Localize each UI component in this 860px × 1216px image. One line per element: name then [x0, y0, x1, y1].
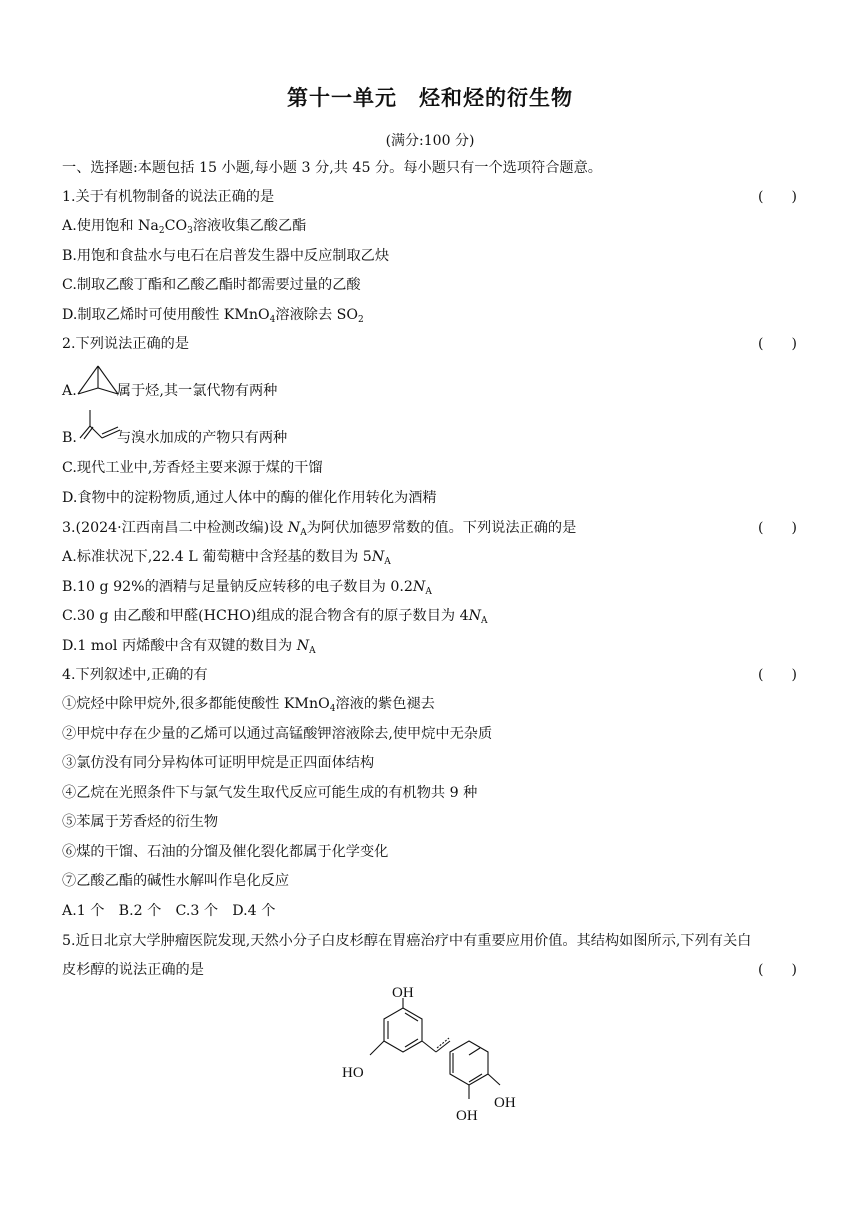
oh-top-label: OH — [392, 985, 414, 1001]
bicyclobutane-structure — [76, 364, 120, 398]
q2-option-b: B. 与溴水加成的产物只有两种 — [62, 430, 288, 446]
q3-option-a: A.标准状况下,22.4 L 葡萄糖中含羟基的数目为 $5N_A$ — [62, 549, 391, 567]
isoprene-structure — [78, 408, 122, 448]
q4-statement-4: ④乙烷在光照条件下与氯气发生取代反应可能生成的有机物共 9 种 — [62, 785, 478, 801]
q3-option-c: C.30 g 由乙酸和甲醛(HCHO)组成的混合物含有的原子数目为 $4N_A$ — [62, 608, 488, 626]
q3-option-b: B.10 g 92%的酒精与足量钠反应转移的电子数目为 $0.2N_A$ — [62, 579, 432, 597]
oh-left-label: HO — [342, 1065, 364, 1081]
q1-option-b: B.用饱和食盐水与电石在启普发生器中反应制取乙炔 — [62, 248, 390, 264]
q2-option-a: A. 属于烃,其一氯代物有两种 — [62, 383, 278, 399]
q2-option-c: C.现代工业中,芳香烃主要来源于煤的干馏 — [62, 460, 323, 476]
q4-statement-2: ②甲烷中存在少量的乙烯可以通过高锰酸钾溶液除去,使甲烷中无杂质 — [62, 726, 493, 742]
q5-stem-line-2: 皮杉醇的说法正确的是 — [62, 962, 204, 978]
q2-stem: 2.下列说法正确的是 — [62, 336, 190, 352]
q2-option-d: D.食物中的淀粉物质,通过人体中的酶的催化作用转化为酒精 — [62, 490, 437, 506]
q1-answer-blank: ( ) — [758, 189, 797, 205]
q4-statement-6: ⑥煤的干馏、石油的分馏及催化裂化都属于化学变化 — [62, 844, 389, 860]
q4-stem: 4.下列叙述中,正确的有 — [62, 667, 208, 683]
page-title: 第十一单元 烃和烃的衍生物 — [287, 85, 573, 110]
oh-right-label: OH — [494, 1095, 516, 1111]
q5-answer-blank: ( ) — [758, 962, 797, 978]
q5-stem-line-1: 5.近日北京大学肿瘤医院发现,天然小分子白皮杉醇在胃癌治疗中有重要应用价值。其结构如图所示,下列有关白 — [62, 933, 752, 949]
section-heading: 一、选择题:本题包括 15 小题,每小题 3 分,共 45 分。每小题只有一个选项符合题意。 — [62, 160, 602, 176]
q1-stem: 1.关于有机物制备的说法正确的是 — [62, 189, 275, 205]
q1-option-c: C.制取乙酸丁酯和乙酸乙酯时都需要过量的乙酸 — [62, 277, 361, 293]
q4-statement-5: ⑤苯属于芳香烃的衍生物 — [62, 814, 219, 830]
q2-answer-blank: ( ) — [758, 336, 797, 352]
q4-statement-7: ⑦乙酸乙酯的碱性水解叫作皂化反应 — [62, 873, 290, 889]
q4-options: A.1 个 B.2 个 C.3 个 D.4 个 — [62, 903, 276, 919]
full-score: (满分:100 分) — [385, 133, 475, 149]
q1-option-a: A.使用饱和 $Na_2CO_3$溶液收集乙酸乙酯 — [62, 218, 307, 236]
q4-statement-3: ③氯仿没有同分异构体可证明甲烷是正四面体结构 — [62, 755, 375, 771]
q3-answer-blank: ( ) — [758, 520, 797, 536]
q3-option-d: D.1 mol 丙烯酸中含有双键的数目为 $N_A$ — [62, 638, 316, 656]
q1-option-d: D.制取乙烯时可使用酸性 KMnO$_4$溶液除去 $SO_2$ — [62, 307, 364, 325]
q4-answer-blank: ( ) — [758, 667, 797, 683]
piceatannol-structure — [330, 985, 530, 1130]
q4-statement-1: ①烷烃中除甲烷外,很多都能使酸性 KMnO$_4$溶液的紫色褪去 — [62, 696, 435, 714]
oh-bottom-label: OH — [456, 1108, 478, 1124]
q3-stem: 3.(2024·江西南昌二中检测改编)设 $N_A$为阿伏加德罗常数的值。下列说法正确的是 — [62, 520, 577, 538]
